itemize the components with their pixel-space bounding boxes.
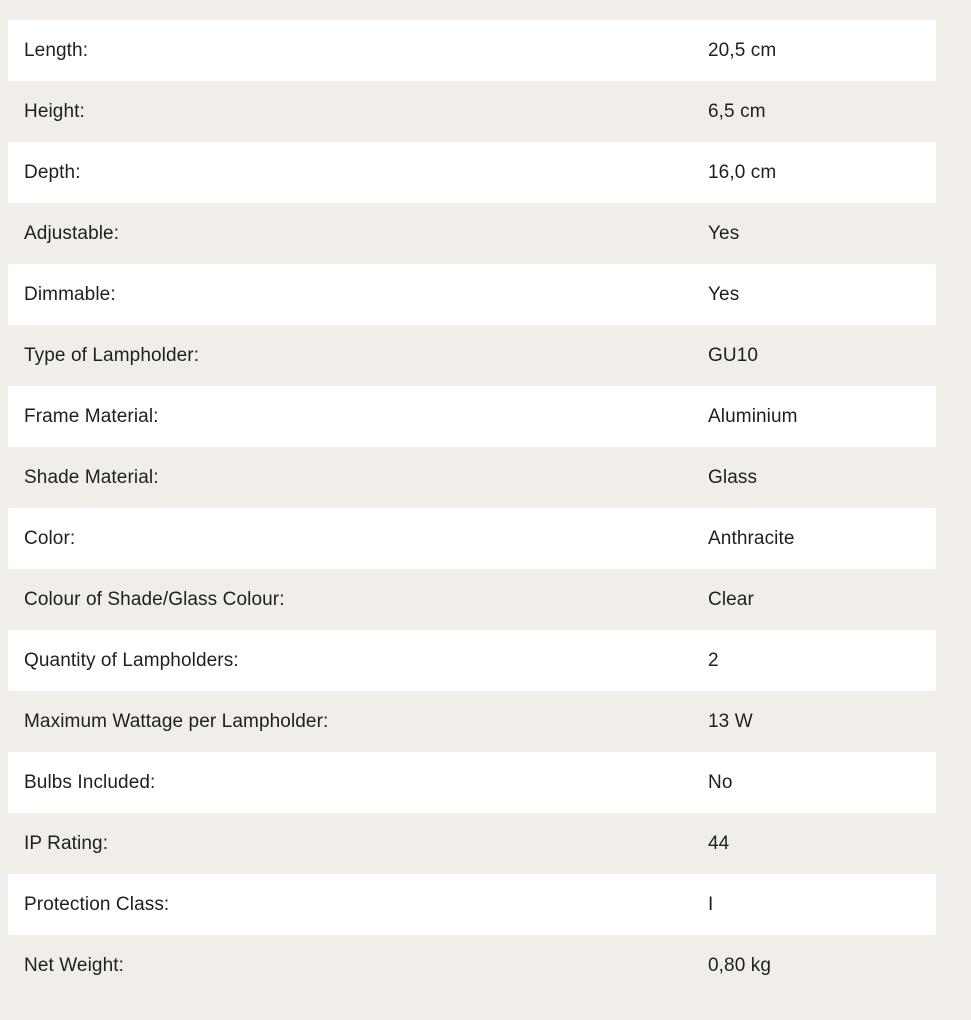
spec-row-dimmable: [8, 264, 936, 325]
spec-label: Dimmable:: [24, 283, 116, 305]
spec-row-shade-material: [8, 447, 936, 508]
spec-label: Colour of Shade/Glass Colour:: [24, 588, 285, 610]
spec-row-height: [8, 81, 936, 142]
specifications-table: [8, 20, 936, 996]
spec-row-bulbs-included: [8, 752, 936, 813]
spec-row-depth: [8, 142, 936, 203]
spec-label: IP Rating:: [24, 832, 109, 854]
spec-label: Type of Lampholder:: [24, 344, 200, 366]
spec-value: Aluminium: [708, 405, 798, 427]
spec-label: Quantity of Lampholders:: [24, 649, 239, 671]
spec-value: 13 W: [708, 710, 753, 732]
spec-label: Maximum Wattage per Lampholder:: [24, 710, 329, 732]
spec-row-ip-rating: [8, 813, 936, 874]
spec-value: 2: [708, 649, 719, 671]
spec-row-lampholder-quantity: [8, 630, 936, 691]
spec-value: GU10: [708, 344, 759, 366]
spec-value: 44: [708, 832, 730, 854]
spec-row-net-weight: [8, 935, 936, 996]
spec-label: Frame Material:: [24, 405, 159, 427]
spec-label: Color:: [24, 527, 76, 549]
spec-label: Net Weight:: [24, 954, 125, 976]
spec-row-length: [8, 20, 936, 81]
spec-label: Shade Material:: [24, 466, 159, 488]
spec-row-lampholder-type: [8, 325, 936, 386]
spec-label: Length:: [24, 39, 89, 61]
spec-label: Bulbs Included:: [24, 771, 156, 793]
spec-value: 0,80 kg: [708, 954, 772, 976]
spec-value: Yes: [708, 222, 740, 244]
spec-label: Height:: [24, 100, 85, 122]
spec-row-frame-material: [8, 386, 936, 447]
spec-value: 20,5 cm: [708, 39, 777, 61]
spec-value: Anthracite: [708, 527, 795, 549]
spec-row-color: [8, 508, 936, 569]
spec-row-shade-colour: [8, 569, 936, 630]
spec-row-max-wattage: [8, 691, 936, 752]
spec-value: I: [708, 893, 714, 915]
spec-row-protection-class: [8, 874, 936, 935]
spec-label: Protection Class:: [24, 893, 170, 915]
spec-value: No: [708, 771, 733, 793]
spec-value: 16,0 cm: [708, 161, 777, 183]
spec-value: 6,5 cm: [708, 100, 766, 122]
spec-label: Adjustable:: [24, 222, 120, 244]
spec-value: Clear: [708, 588, 754, 610]
spec-value: Glass: [708, 466, 758, 488]
spec-label: Depth:: [24, 161, 81, 183]
spec-row-adjustable: [8, 203, 936, 264]
spec-value: Yes: [708, 283, 740, 305]
